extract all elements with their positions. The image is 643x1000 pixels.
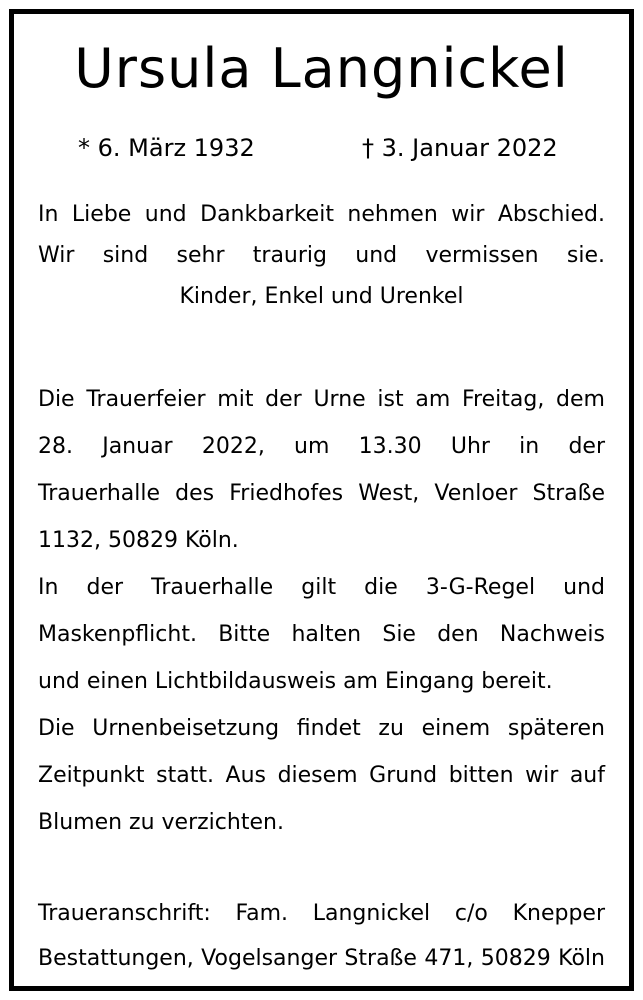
deceased-name: Ursula Langnickel	[74, 37, 569, 100]
death-date: † 3. Januar 2022	[362, 134, 558, 162]
details-line: In der Trauerhalle gilt die 3-G-Regel und	[38, 575, 605, 600]
details-line: 28. Januar 2022, um 13.30 Uhr in der	[38, 434, 605, 459]
farewell-line: In Liebe und Dankbarkeit nehmen wir Abschied.	[38, 202, 605, 227]
address-line: Bestattungen, Vogelsanger Straße 471, 50829 Köln	[38, 946, 605, 971]
mourning-address	[38, 891, 605, 981]
life-dates	[14, 131, 629, 165]
details-line: 1132, 50829 Köln.	[38, 528, 239, 553]
obituary-frame	[9, 9, 634, 991]
birth-date: * 6. März 1932	[78, 134, 255, 162]
details-line: Maskenpflicht. Bitte halten Sie den Nachweis	[38, 622, 605, 647]
family-signature: Kinder, Enkel und Urenkel	[179, 284, 464, 309]
details-line: Zeitpunkt statt. Aus diesem Grund bitten wir auf	[38, 763, 605, 788]
details-line: Die Urnenbeisetzung findet zu einem späteren	[38, 716, 605, 741]
address-line: Traueranschrift: Fam. Langnickel c/o Knepper	[38, 901, 605, 926]
ceremony-details	[38, 376, 605, 846]
details-line: Blumen zu verzichten.	[38, 810, 284, 835]
farewell-paragraph	[38, 194, 605, 317]
details-line: Trauerhalle des Friedhofes West, Venloer Straße	[38, 481, 605, 506]
details-line: und einen Lichtbildausweis am Eingang bereit.	[38, 669, 553, 694]
details-line: Die Trauerfeier mit der Urne ist am Freitag, dem	[38, 387, 605, 412]
farewell-line: Wir sind sehr traurig und vermissen sie.	[38, 243, 605, 268]
